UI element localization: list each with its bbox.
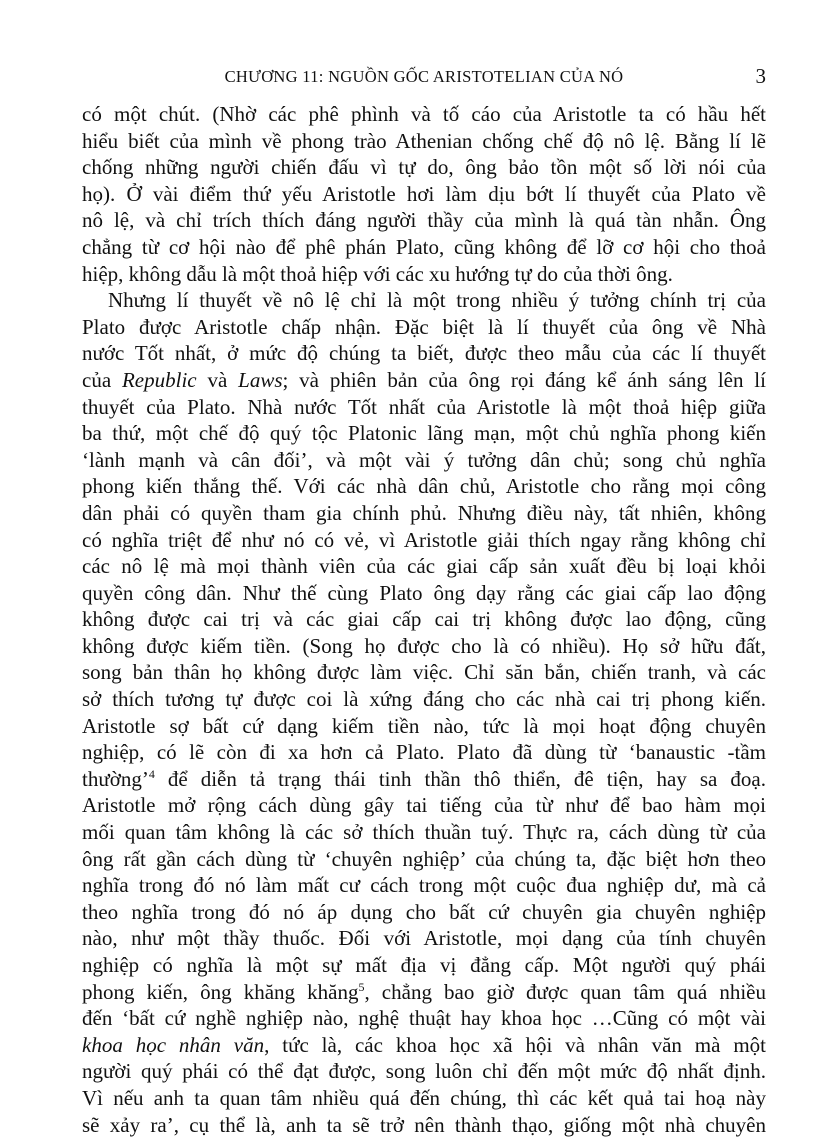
text-line: theo nghĩa trong đó nó áp dụng cho bất cứ chuyên gia chuyên nghiệp	[82, 899, 766, 924]
footnote-ref-5[interactable]: 5	[358, 979, 365, 994]
text-line: Nhưng lí thuyết về nô lệ chỉ là một trong nhiều ý tưởng chính trị của	[108, 288, 766, 313]
chapter-title: CHƯƠNG 11: NGUỒN GỐC ARISTOTELIAN CỦA NÓ	[224, 67, 624, 86]
text-line: mối quan tâm không là các sở thích thuần tuý. Thực ra, cách dùng từ của	[82, 820, 766, 845]
text-line: ‘lành mạnh và cân đối’, và một vài ý tưởng dân chủ; song chủ nghĩa	[82, 447, 766, 472]
text-segment: phong kiến, ông khăng khăng	[82, 979, 359, 1004]
text-line: chống những người chiến đấu vì tự do, ông bảo tồn một số lời nói của	[82, 155, 766, 180]
text-line: nghiệp, có lẽ còn đi xa hơn cả Plato. Plato đã dùng từ ‘banaustic -tầm	[82, 740, 766, 765]
text-line-with-footnote	[82, 979, 766, 1006]
text-line: sẽ xảy ra’, cụ thể là, anh ta sẽ trở nên thành thạo, giống một nhà chuyên	[82, 1112, 766, 1137]
text-line: hiểu biết của mình về phong trào Athenian chống chế độ nô lệ. Bằng lí lẽ	[82, 128, 766, 153]
text-line: không được cai trị và các giai cấp cai trị không được lao động, cũng	[82, 607, 766, 632]
text-line-with-titles	[82, 367, 766, 394]
text-line: họ). Ở vài điểm thứ yếu Aristotle hơi làm dịu bớt lí thuyết của Plato về	[82, 181, 766, 206]
text-line: Aristotle sợ bất cứ dạng kiếm tiền nào, tức là mọi hoạt động chuyên	[82, 713, 766, 738]
text-line: thuyết của Plato. Nhà nước Tốt nhất của Aristotle là một thoả hiệp giữa	[82, 394, 766, 419]
text-line: ông rất gần cách dùng từ ‘chuyên nghiệp’ của chúng ta, đặc biệt hơn theo	[82, 846, 766, 871]
text-line: người quý phái có thể đạt được, song luôn chỉ đến một mức độ nhất định.	[82, 1059, 766, 1084]
text-line: có nghĩa triệt để như nó có vẻ, vì Aristotle giải thích ngay rằng không chỉ	[82, 527, 766, 552]
text-segment: , chẳng bao giờ được quan tâm quá nhiều	[364, 979, 767, 1004]
running-header	[82, 64, 766, 90]
text-line: không được kiếm tiền. (Song họ được cho là có nhiều). Họ sở hữu đất,	[82, 633, 766, 658]
text-line: nghĩa trong đó nó làm mất cư cách trong một cuộc đua nghiệp dư, mà cả	[82, 873, 766, 898]
text-line: các nô lệ mà mọi thành viên của các giai cấp sản xuất đều bị loại khỏi	[82, 554, 766, 579]
text-line: nghiệp có nghĩa là một sự mất địa vị đẳng cấp. Một người quý phái	[82, 953, 766, 977]
text-line: đến ‘bất cứ nghề nghiệp nào, nghệ thuật hay khoa học …Cũng có một vài	[82, 1006, 766, 1031]
text-line: chẳng từ cơ hội nào để phê phán Plato, cũng không để lỡ cơ hội cho thoả	[82, 234, 766, 259]
page-number: 3	[755, 64, 766, 88]
body-text	[82, 101, 766, 1138]
footnote-ref-4[interactable]: 4	[148, 766, 155, 781]
book-title-republic: Republic	[121, 367, 197, 392]
text-line-with-emphasis	[82, 1032, 766, 1059]
text-segment: , tức là, các khoa học xã hội và nhân văn mà một	[264, 1032, 766, 1057]
paragraph-2	[82, 287, 766, 1138]
text-line: Vì nếu anh ta quan tâm nhiều quá đến chúng, thì các kết quả tai hoạ này	[82, 1085, 766, 1110]
text-line: ba thứ, một chế độ quý tộc Platonic lãng mạn, một chủ nghĩa phong kiến	[82, 421, 766, 446]
text-line: có một chút. (Nhờ các phê phình và tố cáo của Aristotle ta có hầu hết	[82, 102, 766, 126]
text-line-with-footnote	[82, 766, 766, 793]
text-line: Aristotle mở rộng cách dùng gây tai tiếng của từ như để bao hàm mọi	[82, 793, 766, 818]
book-title-laws: Laws	[238, 367, 283, 392]
text-line: sở thích tương tự được coi là xứng đáng cho các nhà cai trị phong kiến.	[82, 687, 766, 712]
text-line: song bản thân họ không được làm việc. Chỉ săn bắn, chiến tranh, và các	[82, 660, 766, 685]
text-line: nước Tốt nhất, ở mức độ chúng ta biết, được theo mẫu của các lí thuyết	[82, 341, 766, 366]
text-line: phong kiến thắng thế. Với các nhà dân chủ, Aristotle cho rằng mọi công	[82, 474, 766, 499]
text-line: nào, như một thầy thuốc. Đối với Aristotle, mọi dạng của tính chuyên	[82, 926, 766, 951]
text-line: quyền công dân. Như thế cùng Plato ông dạy rằng các giai cấp lao động	[82, 580, 766, 605]
paragraph-1	[82, 101, 766, 287]
emphasis-humanities: khoa học nhân văn	[82, 1032, 265, 1057]
text-line: nô lệ, và chỉ trích thích đáng người thầy của mình là quá tàn nhẫn. Ông	[82, 208, 766, 233]
text-segment: ; và phiên bản của ông rọi đáng kể ánh sáng lên lí	[282, 367, 766, 392]
text-segment: để diễn tả trạng thái tinh thần thô thiển, đê tiện, hay sa đoạ.	[154, 766, 766, 791]
text-line: Plato được Aristotle chấp nhận. Đặc biệt là lí thuyết của ông về Nhà	[82, 314, 766, 339]
text-segment: của	[82, 367, 122, 392]
text-line: dân phải có quyền tham gia chính phủ. Nhưng điều này, tất nhiên, không	[82, 500, 766, 525]
text-line: hiệp, không dẫu là một thoả hiệp với các xu hướng tự do của thời ông.	[82, 261, 673, 286]
text-segment: thường’	[82, 766, 149, 791]
text-segment: và	[196, 367, 239, 392]
